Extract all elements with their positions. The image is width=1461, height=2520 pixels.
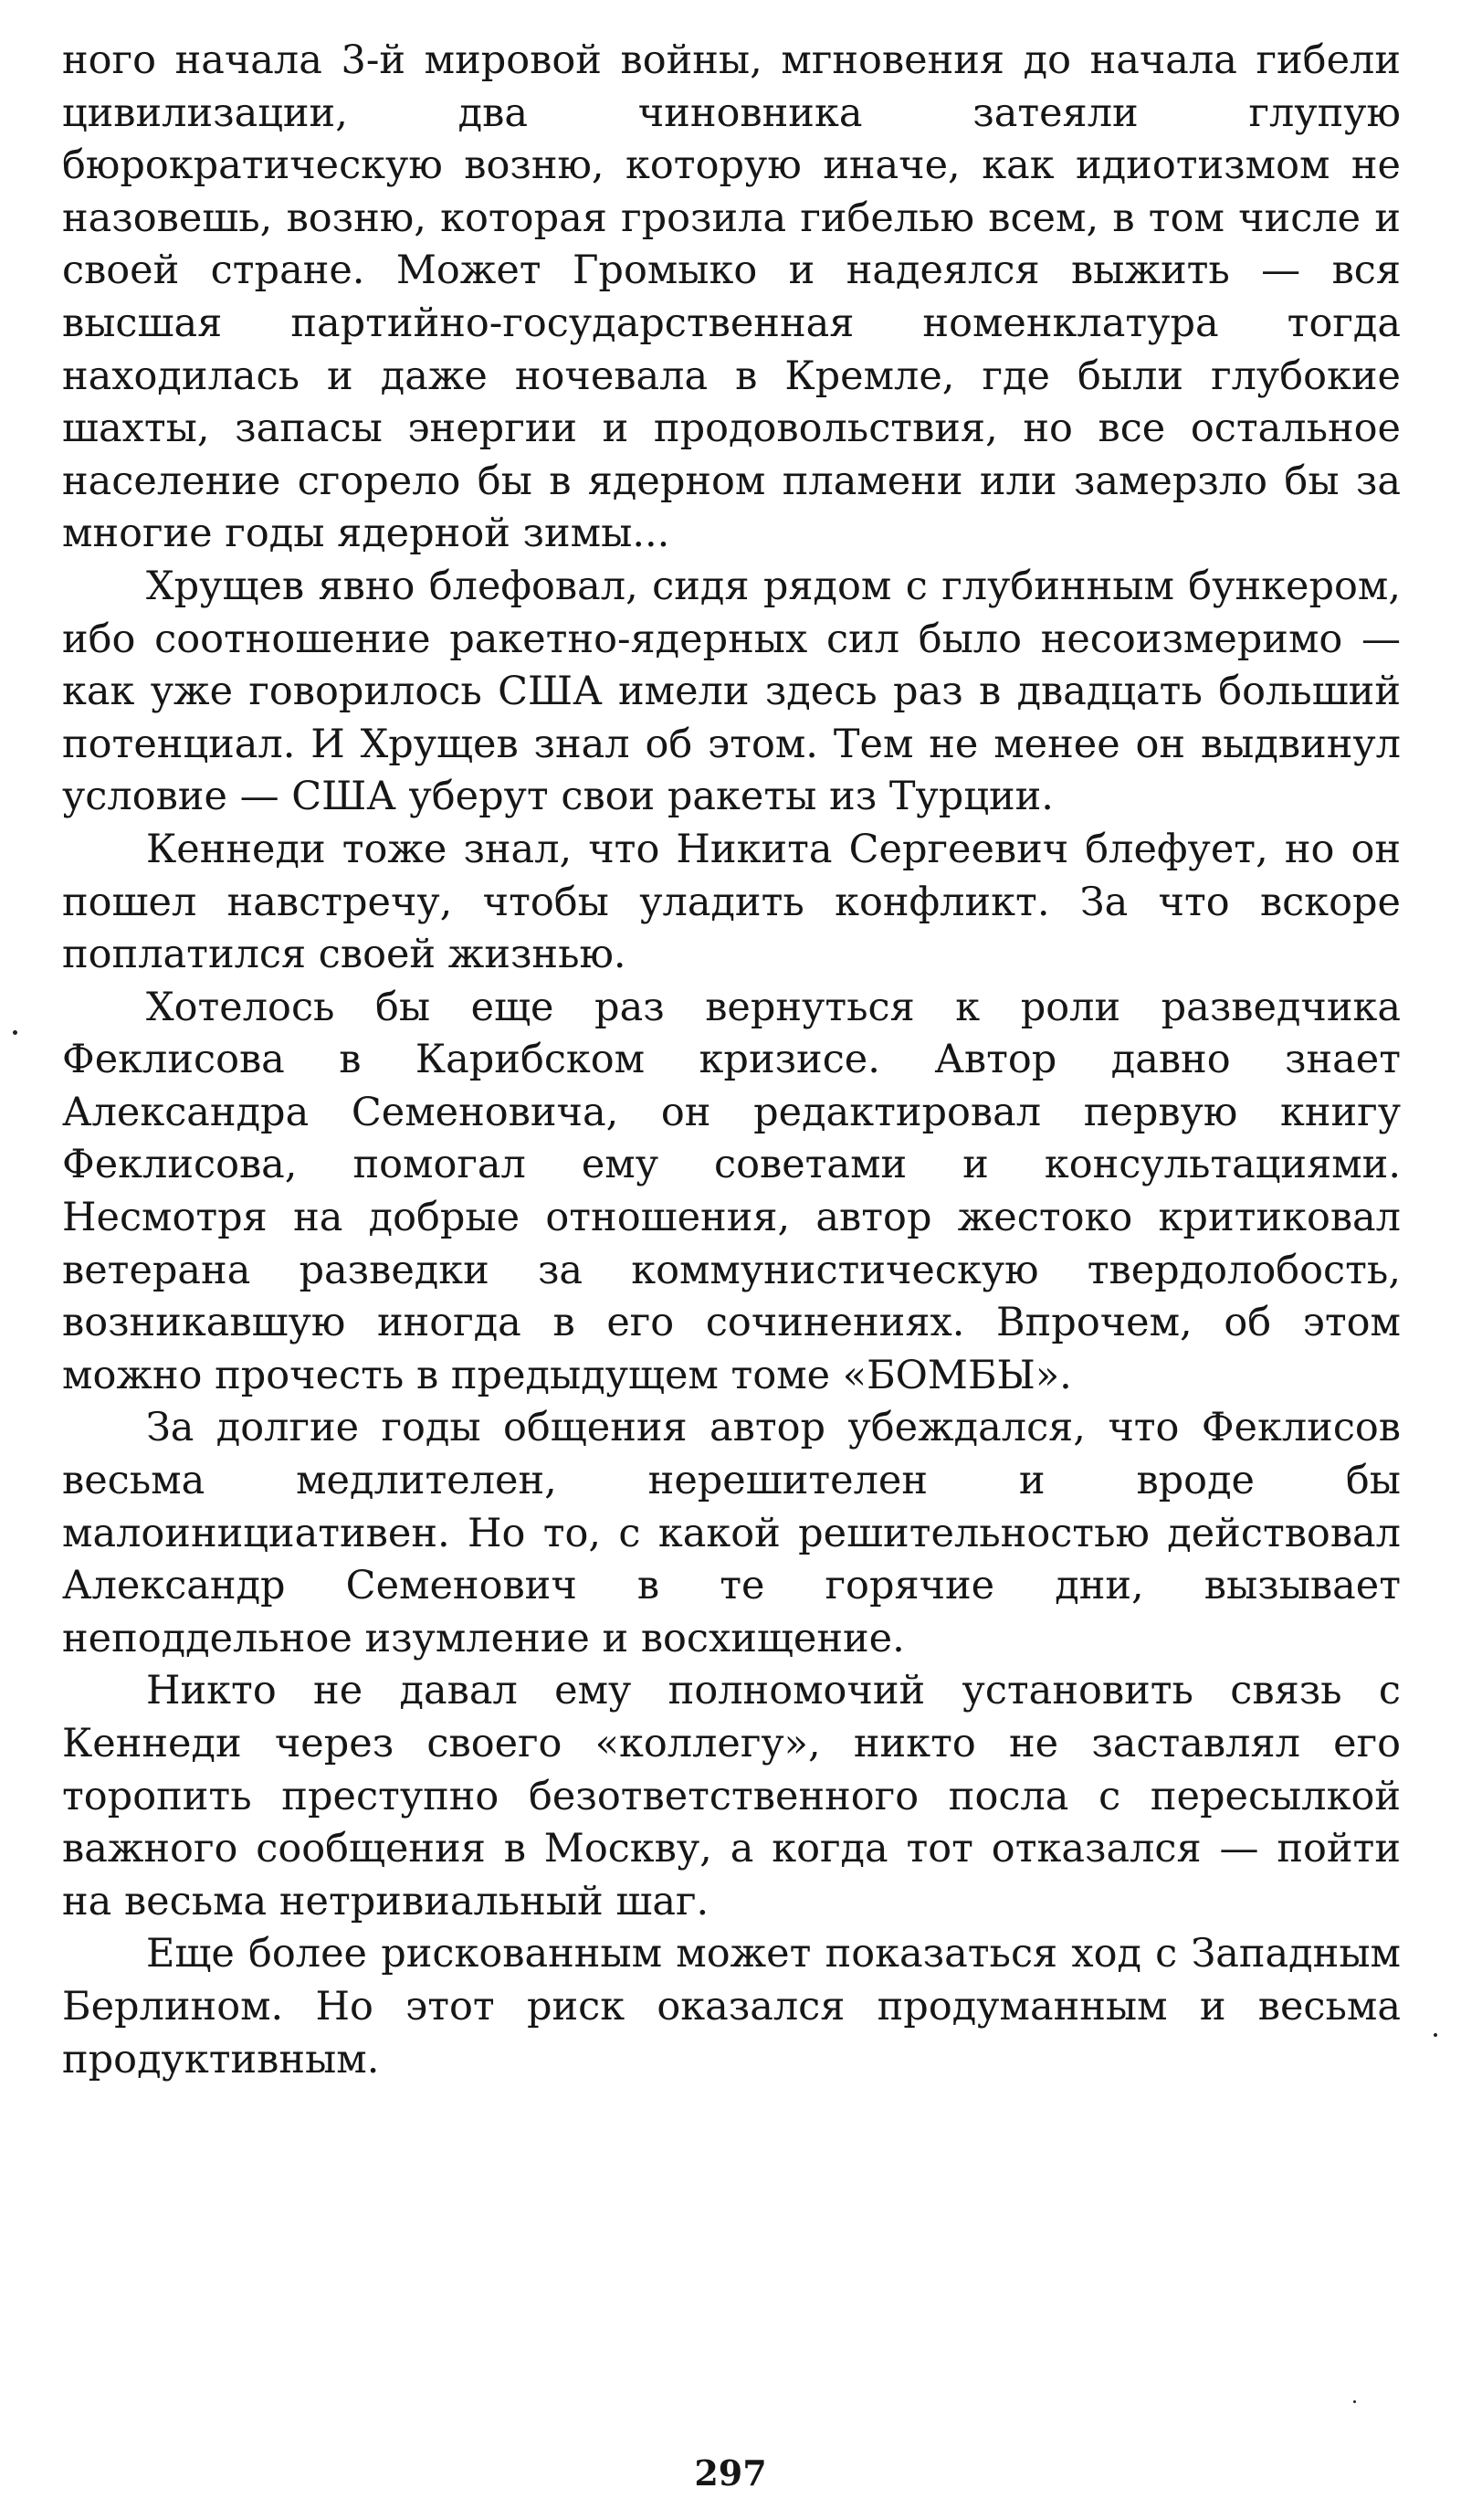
paragraph-5: За долгие годы общения автор убеждался, что Феклисов весьма медлителен, нерешителен и вроде бы малоинициативен. Но то, с какой решительностью действовал Александр Семенович в те горячие дни, вызывает неподдельное изумление и восхищение. [62,1405,1401,1661]
paragraph-2: Хрущев явно блефовал, сидя рядом с глубинным бункером, ибо соотношение ракетно-ядерных сил было несоизмеримо — как уже говорилось США имели здесь раз в двадцать больший потенциал. И Хрущев знал об этом. Тем не менее он выдвинул условие — США уберут свои ракеты из Турции. [62,563,1401,820]
paragraph-3: Кеннеди тоже знал, что Никита Сергеевич блефует, но он пошел навстречу, чтобы уладить конфликт. За что вскоре поплатился своей жизнью. [62,826,1401,978]
page-body [62,35,1401,2086]
paragraph-4: Хотелось бы еще раз вернуться к роли разведчика Феклисова в Карибском кризисе. Автор давно знает Александра Семеновича, он редактировал первую книгу Феклисова, помогал ему советами и консультациями. Несмотря на добрые отношения, автор жестоко критиковал ветерана разведки за коммунистическую твердолобость, возникавшую иногда в его сочинениях. Впрочем, об этом можно прочесть в предыдущем томе «БОМБЫ». [62,984,1401,1398]
paragraph-1: ного начала 3-й мировой войны, мгновения до начала гибели цивилизации, два чиновника затеяли глупую бюрократическую возню, которую иначе, как идиотизмом не назовешь, возню, которая грозила гибелью всем, в том числе и своей стране. Может Громыко и надеялся выжить — вся высшая партийно-государственная номенклатура тогда находилась и даже ночевала в Кремле, где были глубокие шахты, запасы энергии и продовольствия, но все остальное население сгорело бы в ядерном пламени или замерзло бы за многие годы ядерной зимы... [62,37,1401,557]
scan-speck [1434,2033,1437,2037]
paragraph-7: Еще более рискованным может показаться ход с Западным Берлином. Но этот риск оказался продуманным и весьма продуктивным. [62,1931,1401,2082]
page-number: 297 [694,2452,767,2494]
paragraph-6: Никто не давал ему полномочий установить связь с Кеннеди через своего «коллегу», никто не заставлял его торопить преступно безответственного посла с пересылкой важного сообщения в Москву, а когда тот отказался — пойти на весьма нетривиальный шаг. [62,1668,1401,1924]
scan-speck [1353,2400,1356,2403]
scan-speck [13,1030,17,1035]
